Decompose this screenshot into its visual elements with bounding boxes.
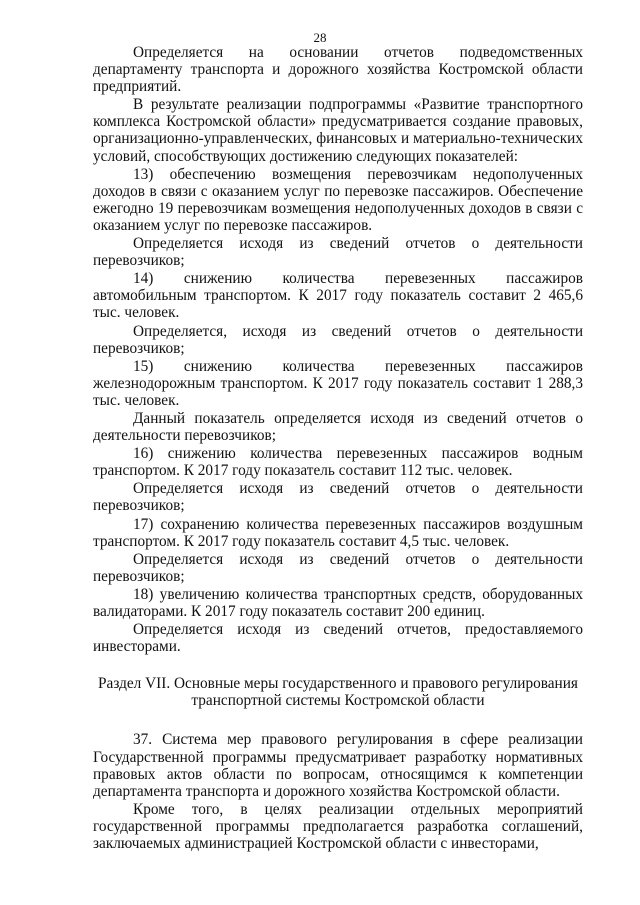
paragraph: Определяется на основании отчетов подведомственных департаменту транспорта и дорожного хозяйства Костромской области предприятий. <box>93 44 583 96</box>
paragraph-37: 37. Система мер правового регулирования в сфере реализации Государственной программы предусматривает разработку нормативных правовых актов области по вопросам, относящимся к компетенции департамента транспорта и дорожного хозяйства Костромской области. <box>93 731 583 800</box>
indicator-14: 14) снижению количества перевезенных пассажиров автомобильным транспортом. К 2017 году показатель составит 2 465,6 тыс. человек. <box>93 270 583 322</box>
page-body <box>93 44 583 852</box>
paragraph: Данный показатель определяется исходя из сведений отчетов о деятельности перевозчиков; <box>93 409 583 445</box>
paragraph: Определяется исходя из сведений отчетов о деятельности перевозчиков; <box>93 480 583 515</box>
paragraph: Определяется исходя из сведений отчетов о деятельности перевозчиков; <box>93 235 583 270</box>
paragraph: Кроме того, в целях реализации отдельных мероприятий государственной программы предполагается разработка соглашений, заключаемых администрацией Костромской области с инвесторами, <box>93 800 583 853</box>
indicator-18: 18) увеличению количества транспортных средств, оборудованных валидаторами. К 2017 году показатель составит 200 единиц. <box>93 585 583 620</box>
section-heading-line: Раздел VII. Основные меры государственного и правового регулирования <box>98 675 578 693</box>
page-number: 28 <box>313 30 327 45</box>
paragraph: Определяется исходя из сведений отчетов, предоставляемого инвесторами. <box>93 621 583 656</box>
indicator-16: 16) снижению количества перевезенных пассажиров водным транспортом. К 2017 году показатель составит 112 тыс. человек. <box>93 445 583 480</box>
section-heading-line: транспортной системы Костромской области <box>191 692 485 710</box>
section-heading <box>93 675 583 709</box>
paragraph: Определяется, исходя из сведений отчетов о деятельности перевозчиков; <box>93 322 583 357</box>
paragraph: В результате реализации подпрограммы «Развитие транспортного комплекса Костромской области» предусматривается создание правовых, организационно-управленческих, финансовых и материально-технических условий, способствующих достижению следующих показателей: <box>93 96 583 165</box>
indicator-15: 15) снижению количества перевезенных пассажиров железнодорожным транспортом. К 2017 году показатель составит 1 288,3 тыс. человек. <box>93 357 583 409</box>
paragraph: Определяется исходя из сведений отчетов о деятельности перевозчиков; <box>93 550 583 585</box>
indicator-17: 17) сохранению количества перевезенных пассажиров воздушным транспортом. К 2017 году показатель составит 4,5 тыс. человек. <box>93 515 583 550</box>
indicator-13: 13) обеспечению возмещения перевозчикам недополученных доходов в связи с оказанием услуг по перевозке пассажиров. Обеспечение ежегодно 19 перевозчикам возмещения недополученных доходов в связи с оказанием услуг по перевозке пассажиров. <box>93 165 583 234</box>
